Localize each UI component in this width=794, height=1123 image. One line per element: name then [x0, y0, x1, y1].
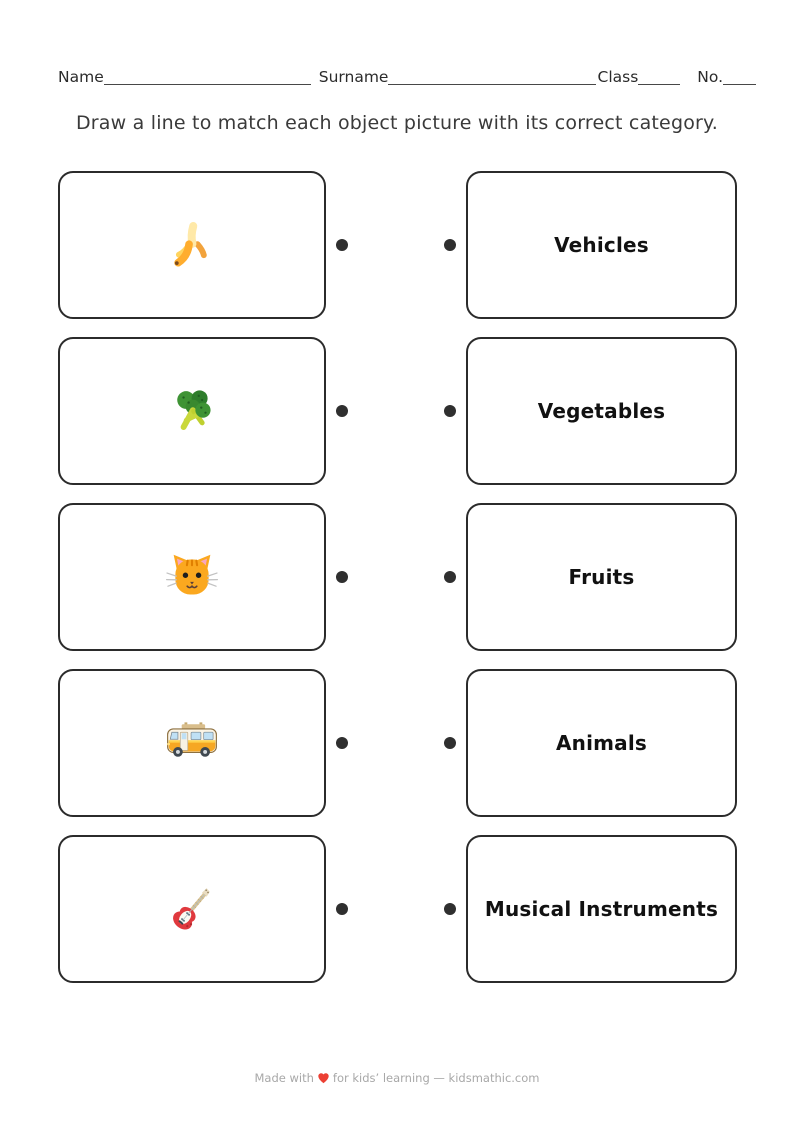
- category-label-musical-instruments: Musical Instruments: [484, 897, 719, 921]
- surname-field-line[interactable]: [388, 82, 595, 85]
- match-row: [58, 835, 737, 983]
- match-row: [58, 503, 737, 651]
- right-connector-dot[interactable]: [444, 239, 456, 251]
- match-row: [58, 669, 737, 817]
- category-label-vehicles: Vehicles: [554, 233, 649, 257]
- category-label-vegetables: Vegetables: [537, 399, 666, 423]
- student-info-row: [58, 69, 756, 87]
- footer-credit: [0, 1071, 794, 1085]
- red-heart-icon: [317, 1072, 330, 1084]
- category-card-animals[interactable]: [466, 669, 737, 817]
- category-label-animals: Animals: [555, 731, 648, 755]
- name-label: Name: [58, 68, 104, 86]
- class-field-line[interactable]: [638, 82, 680, 85]
- class-label: Class: [597, 68, 639, 86]
- right-connector-dot[interactable]: [444, 571, 456, 583]
- footer-text-after-heart: for kids’ learning — kidsmathic.com: [332, 1071, 540, 1085]
- item-card-minibus[interactable]: [58, 669, 326, 817]
- right-connector-dot[interactable]: [444, 737, 456, 749]
- left-connector-dot[interactable]: [336, 571, 348, 583]
- electric-guitar-icon: [164, 881, 220, 937]
- category-card-vehicles[interactable]: [466, 171, 737, 319]
- right-connector-dot[interactable]: [444, 903, 456, 915]
- instruction-text: Draw a line to match each object picture with its correct category.: [75, 112, 719, 134]
- no-field-line[interactable]: [723, 82, 756, 85]
- name-field-line[interactable]: [104, 82, 311, 85]
- item-card-banana[interactable]: [58, 171, 326, 319]
- category-card-fruits[interactable]: [466, 503, 737, 651]
- surname-label: Surname: [318, 68, 389, 86]
- footer-text-before-heart: Made with: [254, 1071, 314, 1085]
- item-card-cat[interactable]: [58, 503, 326, 651]
- item-card-broccoli[interactable]: [58, 337, 326, 485]
- left-connector-dot[interactable]: [336, 737, 348, 749]
- cat-face-icon: [164, 549, 220, 605]
- match-row: [58, 337, 737, 485]
- item-card-guitar[interactable]: [58, 835, 326, 983]
- category-card-musical-instruments[interactable]: [466, 835, 737, 983]
- left-connector-dot[interactable]: [336, 405, 348, 417]
- category-label-fruits: Fruits: [568, 565, 635, 589]
- left-connector-dot[interactable]: [336, 239, 348, 251]
- banana-icon: [165, 218, 219, 272]
- right-connector-dot[interactable]: [444, 405, 456, 417]
- match-row: [58, 171, 737, 319]
- matching-area: [58, 171, 737, 983]
- minibus-icon: [162, 713, 222, 773]
- category-card-vegetables[interactable]: [466, 337, 737, 485]
- left-connector-dot[interactable]: [336, 903, 348, 915]
- no-label: No.: [697, 68, 724, 86]
- broccoli-icon: [165, 384, 219, 438]
